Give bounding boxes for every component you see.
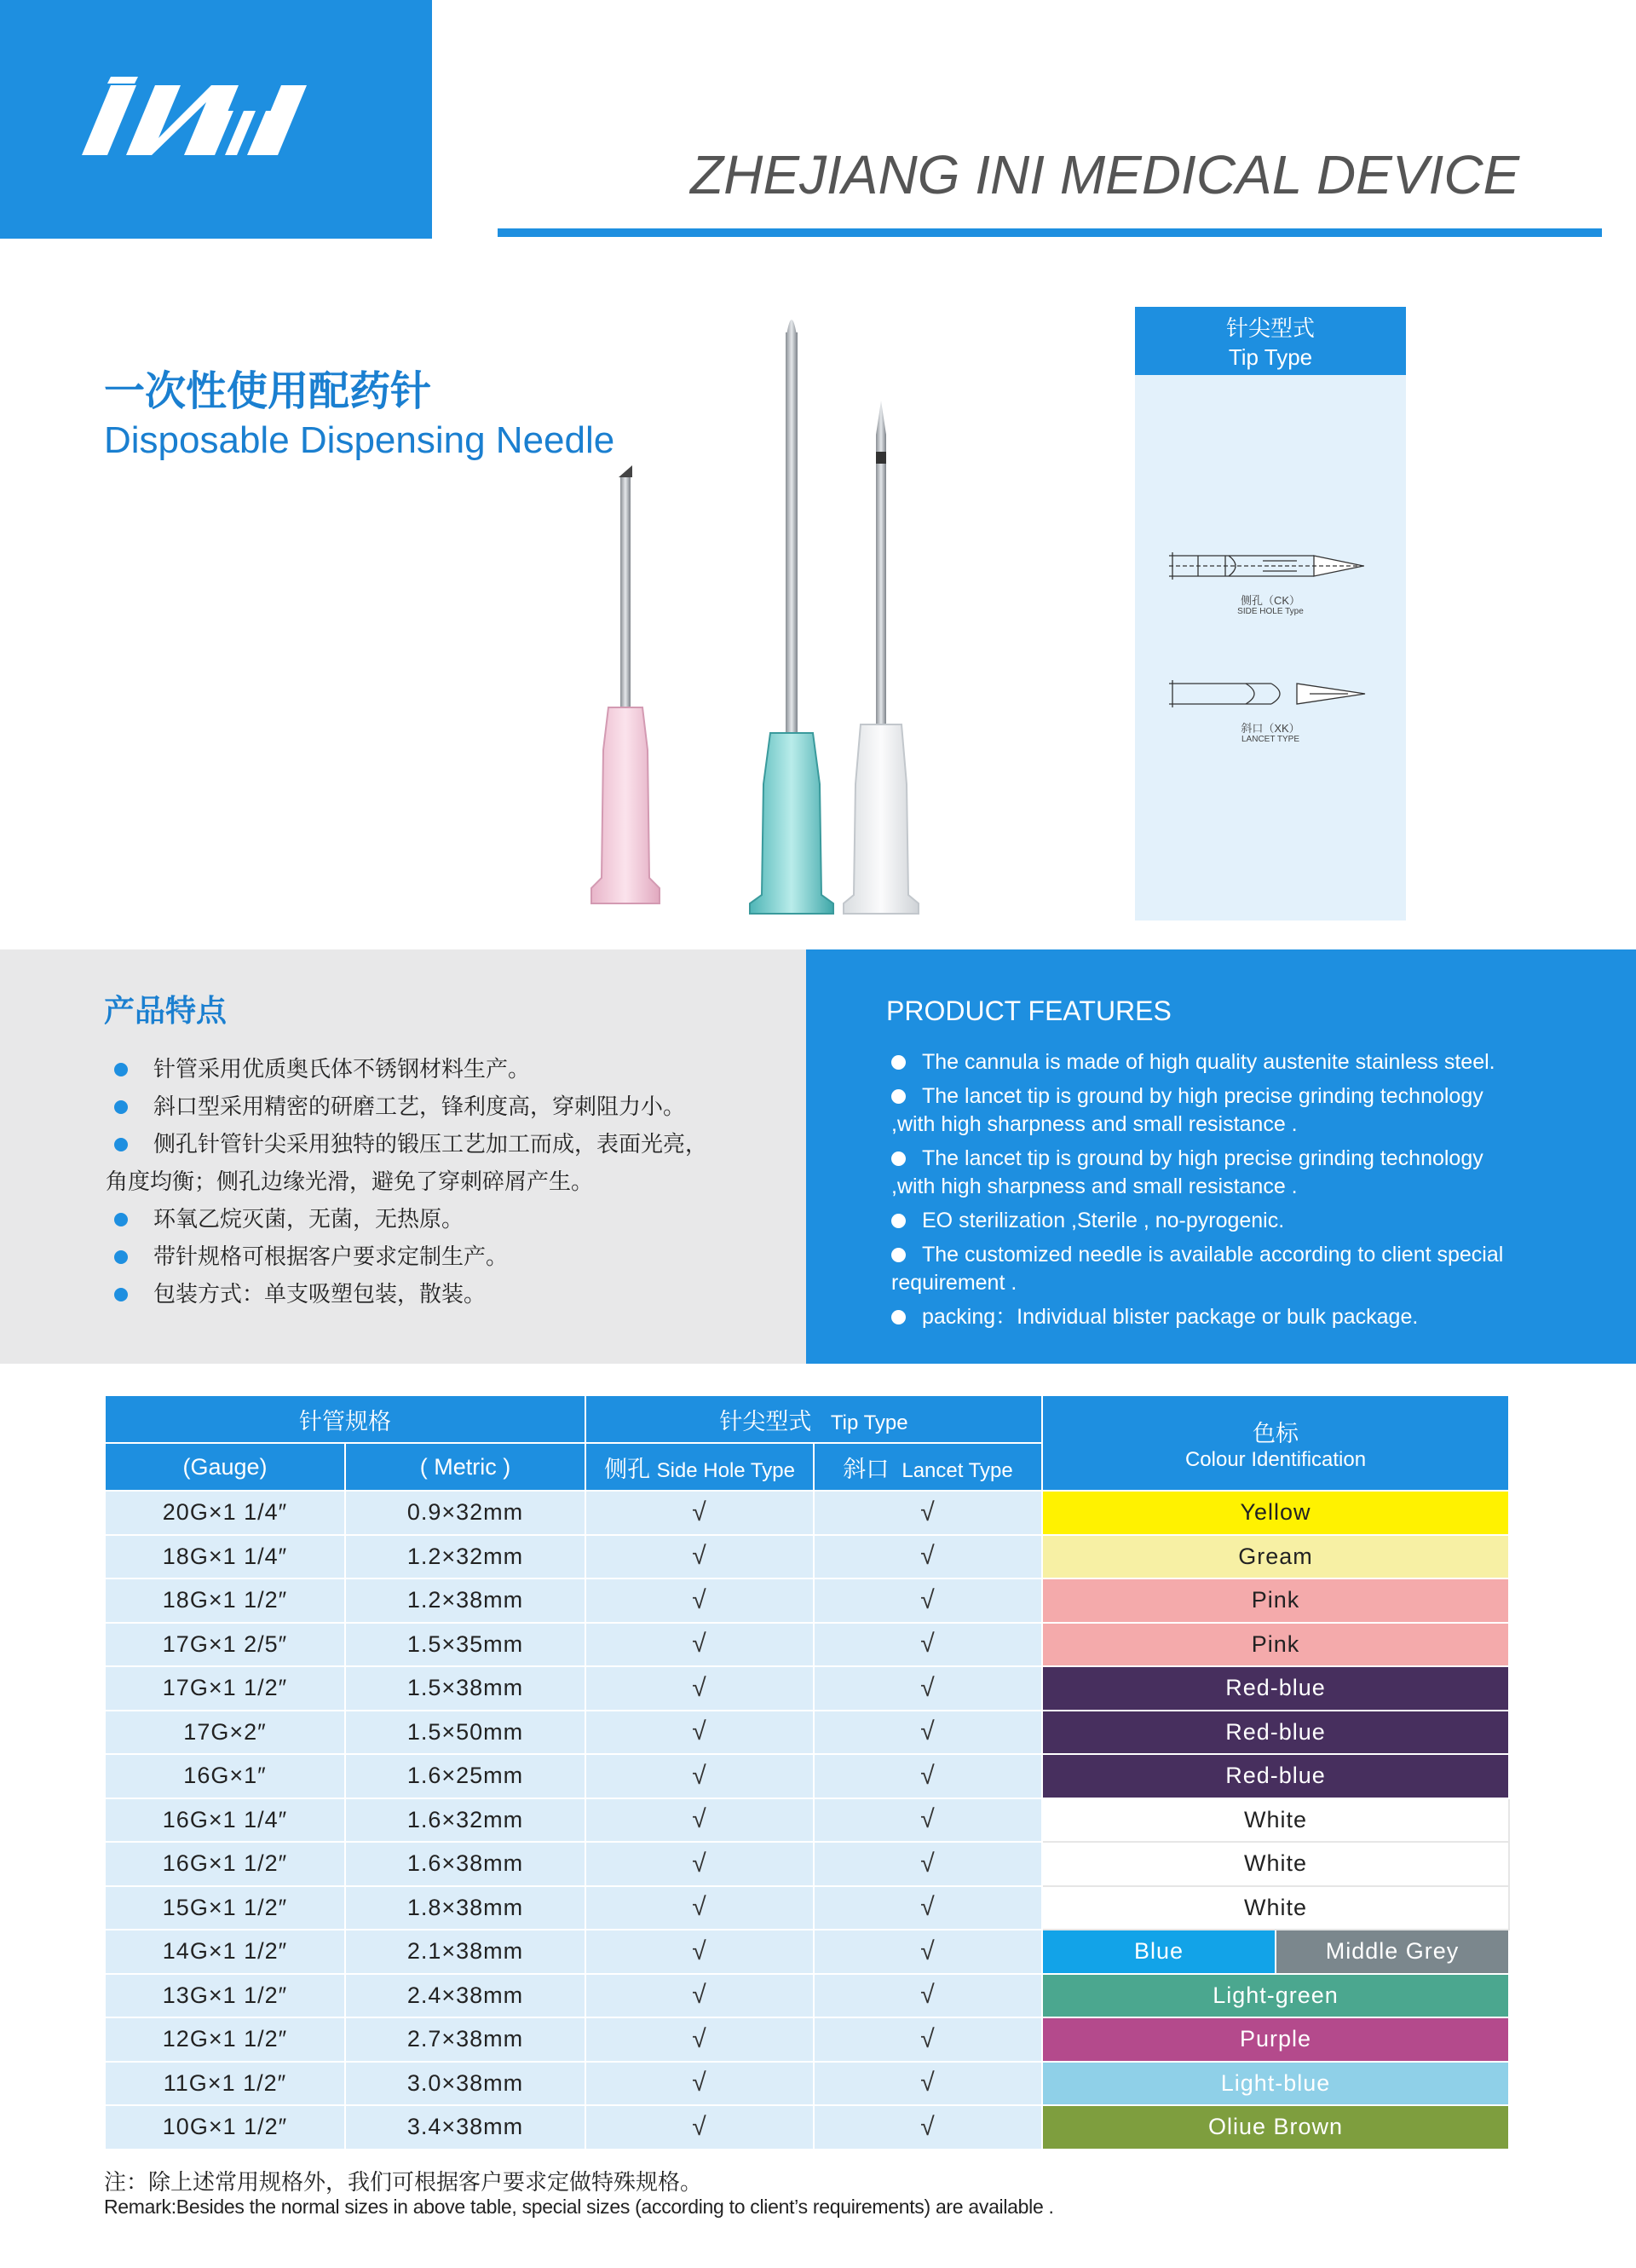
list-item [891, 1082, 1563, 1139]
metric-cell: 1.5×50mm [345, 1711, 585, 1755]
ini-logo-icon [77, 77, 332, 162]
spec-table-body [105, 1491, 1509, 2150]
side-hole-check: √ [585, 1666, 814, 1711]
remark-cn: 注：除上述常用规格外，我们可根据客户要求定做特殊规格。 [104, 2169, 703, 2195]
table-row [105, 2017, 1509, 2062]
metric-cell: 3.0×38mm [345, 2062, 585, 2106]
needles-product-image [562, 307, 971, 920]
product-title-cn: 一次性使用配药针 [104, 369, 432, 414]
header-metric: ( Metric ) [345, 1443, 585, 1491]
product-title-en: Disposable Dispensing Needle [104, 419, 615, 461]
metric-cell: 2.4×38mm [345, 1974, 585, 2018]
table-row [105, 1666, 1509, 1711]
lancet-check: √ [814, 1578, 1042, 1623]
metric-cell: 2.7×38mm [345, 2017, 585, 2062]
list-item-continuation: 角度均衡；侧孔边缘光滑，避免了穿刺碎屑产生。 [106, 1169, 594, 1194]
colour-cell: Yellow [1042, 1491, 1509, 1535]
logo-panel [0, 0, 432, 239]
metric-cell: 1.5×38mm [345, 1666, 585, 1711]
metric-cell: 1.2×32mm [345, 1535, 585, 1579]
list-item: 针管采用优质奥氏体不锈钢材料生产。 [106, 1050, 753, 1088]
lancet-drawing [1169, 680, 1365, 707]
gauge-cell: 17G×1 1/2″ [105, 1666, 345, 1711]
list-item-text-cont: requirement . [891, 1271, 1017, 1295]
header-tip-type [585, 1395, 1042, 1443]
header-gauge: (Gauge) [105, 1443, 345, 1491]
list-item [891, 1207, 1563, 1235]
header-divider [498, 228, 1602, 237]
metric-cell: 1.6×32mm [345, 1798, 585, 1843]
list-item-text: The lancet tip is ground by high precise grinding technology [922, 1146, 1483, 1170]
table-row [105, 1623, 1509, 1667]
lancet-check: √ [814, 1798, 1042, 1843]
side-hole-check: √ [585, 1798, 814, 1843]
metric-cell: 1.6×38mm [345, 1842, 585, 1886]
list-item [891, 1241, 1563, 1297]
gauge-cell: 15G×1 1/2″ [105, 1886, 345, 1930]
metric-cell: 1.6×25mm [345, 1754, 585, 1798]
lancet-check: √ [814, 1974, 1042, 2018]
side-hole-check: √ [585, 1974, 814, 2018]
gauge-cell: 11G×1 1/2″ [105, 2062, 345, 2106]
header-side-cn: 侧孔 [604, 1456, 651, 1482]
side-hole-check: √ [585, 1754, 814, 1798]
colour-cell: Pink [1042, 1578, 1509, 1623]
gauge-cell: 12G×1 1/2″ [105, 2017, 345, 2062]
gauge-cell: 16G×1″ [105, 1754, 345, 1798]
list-item-text-cont: ,with high sharpness and small resistance . [891, 1112, 1298, 1136]
colour-cell: Red-blue [1042, 1666, 1509, 1711]
lancet-check: √ [814, 1491, 1042, 1535]
metric-cell: 2.1×38mm [345, 1930, 585, 1974]
list-item: 带针规格可根据客户要求定制生产。 [106, 1238, 753, 1275]
list-item-text: The customized needle is available according to client special [922, 1243, 1504, 1267]
list-item [891, 1145, 1563, 1201]
side-hole-check: √ [585, 2062, 814, 2106]
list-item-text: packing：Individual blister package or bulk package. [922, 1305, 1419, 1329]
list-item: 包装方式：单支吸塑包装，散装。 [106, 1275, 753, 1313]
table-row [105, 1711, 1509, 1755]
header-spec: 针管规格 [105, 1395, 585, 1443]
header-lancet-en: Lancet Type [902, 1458, 1013, 1482]
gauge-cell: 17G×1 2/5″ [105, 1623, 345, 1667]
gauge-cell: 18G×1 1/4″ [105, 1535, 345, 1579]
gauge-cell: 17G×2″ [105, 1711, 345, 1755]
side-hole-check: √ [585, 1491, 814, 1535]
remark-en: Remark:Besides the normal sizes in above table, special sizes (according to client’s requirements) are available . [104, 2196, 1054, 2218]
side-hole-label-en: SIDE HOLE Type [1237, 607, 1304, 616]
table-row [105, 1798, 1509, 1843]
colour-cell: White [1042, 1842, 1509, 1886]
list-item-text: The cannula is made of high quality austenite stainless steel. [922, 1050, 1495, 1074]
gauge-cell: 18G×1 1/2″ [105, 1578, 345, 1623]
table-row [105, 1754, 1509, 1798]
lancet-check: √ [814, 1886, 1042, 1930]
tip-type-header [1135, 307, 1406, 375]
metric-cell: 1.2×38mm [345, 1578, 585, 1623]
lancet-label-cn: 斜口（XK） [1241, 722, 1300, 735]
colour-cell: Light-green [1042, 1974, 1509, 2018]
list-item-text-cont: ,with high sharpness and small resistance . [891, 1174, 1298, 1198]
table-row [105, 1886, 1509, 1930]
table-row [105, 1974, 1509, 2018]
side-hole-label-cn: 侧孔（CK） [1240, 594, 1301, 607]
lancet-check: √ [814, 1842, 1042, 1886]
features-title-en: PRODUCT FEATURES [886, 995, 1172, 1026]
header-colour-en: Colour Identification [1184, 1447, 1367, 1471]
gauge-cell: 14G×1 1/2″ [105, 1930, 345, 1974]
header-tip-cn: 针尖型式 [719, 1408, 812, 1434]
side-hole-check: √ [585, 1535, 814, 1579]
header-colour-cn: 色标 [1253, 1420, 1299, 1446]
list-item: 斜口型采用精密的研磨工艺，锋利度高，穿刺阻力小。 [106, 1088, 753, 1125]
lancet-check: √ [814, 1623, 1042, 1667]
header-lancet-cn: 斜口 [843, 1456, 890, 1482]
side-hole-check: √ [585, 1623, 814, 1667]
lancet-check: √ [814, 1930, 1042, 1974]
colour-cell: Purple [1042, 2017, 1509, 2062]
tip-type-title-en: Tip Type [1228, 344, 1313, 370]
table-row [105, 1842, 1509, 1886]
list-item: 侧孔针管针尖采用独特的锻压工艺加工而成，表面光亮， [106, 1125, 753, 1163]
gauge-cell: 16G×1 1/4″ [105, 1798, 345, 1843]
tip-type-title-cn: 针尖型式 [1225, 315, 1315, 341]
header-side-hole [585, 1443, 814, 1491]
tip-type-panel [1135, 307, 1406, 920]
list-item-text: The lancet tip is ground by high precise grinding technology [922, 1084, 1483, 1108]
header-tip-en: Tip Type [830, 1411, 908, 1434]
features-en-list [891, 1048, 1563, 1337]
list-item: 环氧乙烷灭菌，无菌，无热原。 [106, 1200, 753, 1238]
side-hole-check: √ [585, 1842, 814, 1886]
metric-cell: 0.9×32mm [345, 1491, 585, 1535]
colour-cell [1042, 1930, 1509, 1974]
list-item [891, 1303, 1563, 1331]
colour-cell: Pink [1042, 1623, 1509, 1667]
side-hole-check: √ [585, 2105, 814, 2150]
side-hole-check: √ [585, 1886, 814, 1930]
lancet-check: √ [814, 1666, 1042, 1711]
list-item-text: EO sterilization ,Sterile , no-pyrogenic. [922, 1209, 1285, 1232]
table-row [105, 1491, 1509, 1535]
table-row [105, 2105, 1509, 2150]
gauge-cell: 20G×1 1/4″ [105, 1491, 345, 1535]
lancet-check: √ [814, 2062, 1042, 2106]
header-colour [1042, 1395, 1509, 1491]
lancet-check: √ [814, 1754, 1042, 1798]
colour-cell: Red-blue [1042, 1754, 1509, 1798]
gauge-cell: 16G×1 1/2″ [105, 1842, 345, 1886]
header-side-en: Side Hole Type [656, 1458, 795, 1482]
table-row [105, 1930, 1509, 1974]
side-hole-check: √ [585, 1578, 814, 1623]
features-cn-list [106, 1050, 753, 1313]
colour-cell: Light-blue [1042, 2062, 1509, 2106]
table-row [105, 2062, 1509, 2106]
metric-cell: 1.5×35mm [345, 1623, 585, 1667]
gauge-cell: 10G×1 1/2″ [105, 2105, 345, 2150]
lancet-check: √ [814, 1711, 1042, 1755]
lancet-check: √ [814, 1535, 1042, 1579]
metric-cell: 3.4×38mm [345, 2105, 585, 2150]
colour-cell: White [1042, 1798, 1509, 1843]
spec-table [104, 1394, 1510, 2150]
features-title-cn: 产品特点 [104, 993, 228, 1028]
list-item [891, 1048, 1563, 1076]
table-row [105, 1578, 1509, 1623]
colour-cell: Red-blue [1042, 1711, 1509, 1755]
colour-cell: White [1042, 1886, 1509, 1930]
header-lancet [814, 1443, 1042, 1491]
side-hole-check: √ [585, 2017, 814, 2062]
metric-cell: 1.8×38mm [345, 1886, 585, 1930]
colour-label-secondary: Middle Grey [1275, 1930, 1508, 1973]
lancet-check: √ [814, 2017, 1042, 2062]
table-row [105, 1535, 1509, 1579]
lancet-check: √ [814, 2105, 1042, 2150]
company-name: ZHEJIANG INI MEDICAL DEVICE [690, 144, 1520, 205]
side-hole-check: √ [585, 1930, 814, 1974]
side-hole-drawing [1169, 552, 1365, 580]
colour-cell: Gream [1042, 1535, 1509, 1579]
gauge-cell: 13G×1 1/2″ [105, 1974, 345, 2018]
side-hole-check: √ [585, 1711, 814, 1755]
colour-label: Blue [1043, 1930, 1275, 1973]
colour-cell: Oliue Brown [1042, 2105, 1509, 2150]
lancet-label-en: LANCET TYPE [1241, 735, 1299, 744]
